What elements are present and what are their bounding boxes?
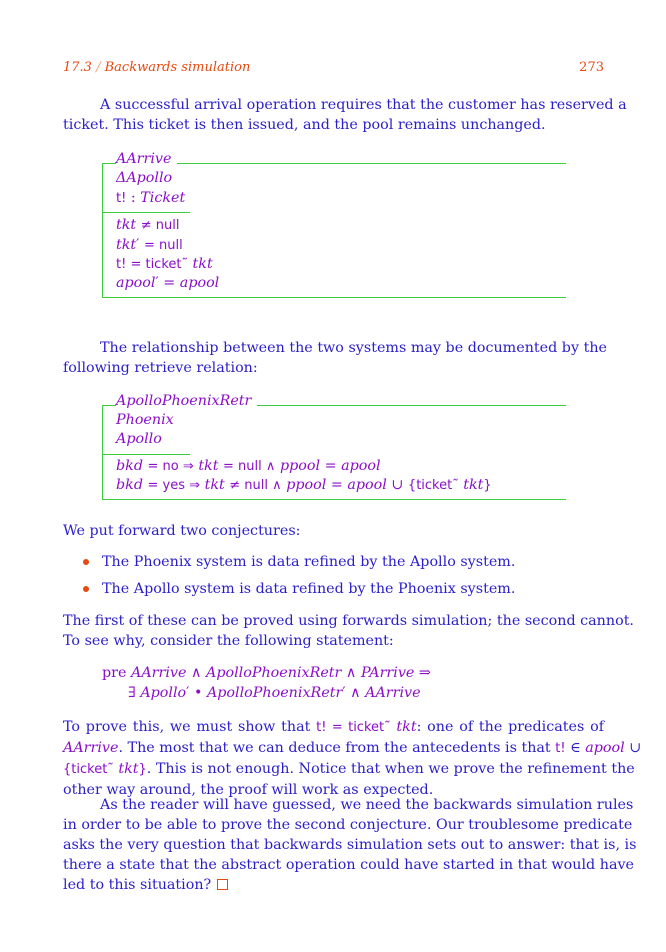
bullet-item: The Phoenix system is data refined by the Apollo system. <box>102 554 516 570</box>
schema-left-rule <box>102 405 103 499</box>
schema-declaration: Apollo <box>116 431 162 447</box>
schema-bottom-rule <box>102 499 566 500</box>
paragraph-line: ticket. This ticket is then issued, and the pool remains unchanged. <box>63 117 546 133</box>
schema-predicate: tkt ≠ null <box>116 217 180 233</box>
schema-name: ApolloPhoenixRetr <box>116 392 257 410</box>
schema-predicate: t! = ticket˜ tkt <box>116 256 213 272</box>
paragraph-line: We put forward two conjectures: <box>63 523 301 539</box>
paragraph-retrieve <box>63 338 607 378</box>
paragraph-proof <box>63 717 642 800</box>
schema-predicate: bkd = no ⇒ tkt = null ∧ ppool = apool <box>116 458 381 474</box>
schema-declaration: Phoenix <box>116 412 174 428</box>
schema-predicate: tkt′ = null <box>116 237 183 253</box>
bullet-item: The Apollo system is data refined by the Phoenix system. <box>102 581 516 597</box>
paragraph-line: The first of these can be proved using forwards simulation; the second cannot. <box>63 613 634 629</box>
schema-aarrive <box>102 150 566 300</box>
paragraph-line: As the reader will have guessed, we need the backwards simulation rules <box>100 797 634 813</box>
paragraph-line: {ticket˜ tkt}. This is not enough. Notice that when we prove the refinement the <box>63 761 635 777</box>
paragraph-line: To prove this, we must show that t! = ticket˜ tkt: one of the predicates of <box>63 719 604 735</box>
paragraph-text: led to this situation? <box>63 877 212 893</box>
paragraph-line <box>63 875 604 895</box>
paragraph-line: in order to be able to prove the second conjecture. Our troublesome predicate <box>63 817 633 833</box>
schema-predicate: bkd = yes ⇒ tkt ≠ null ∧ ppool = apool ∪ {ticket˜ tkt} <box>116 477 492 493</box>
bullet-marker <box>83 559 91 567</box>
schema-predicate: apool′ = apool <box>116 275 220 291</box>
paragraph-line: following retrieve relation: <box>63 360 258 376</box>
schema-divider <box>102 212 190 213</box>
schema-declaration: t! : Ticket <box>116 190 186 206</box>
paragraph-conjectures <box>63 521 604 541</box>
section-title: Backwards simulation <box>104 60 251 75</box>
running-header <box>63 60 250 75</box>
paragraph-backwards <box>63 795 637 895</box>
paragraph-forwards <box>63 611 634 651</box>
statement-line-1: pre AArrive ∧ ApolloPhoenixRetr ∧ PArrive ⇒ <box>102 665 431 681</box>
schema-declaration: ΔApollo <box>116 170 173 186</box>
paragraph-line: To see why, consider the following statement: <box>63 633 394 649</box>
header-separator: / <box>96 60 101 75</box>
paragraph-line: AArrive. The most that we can deduce from the antecedents is that t! ∈ apool ∪ <box>63 740 642 756</box>
section-number: 17.3 <box>63 60 92 75</box>
bullet-marker <box>83 586 91 594</box>
schema-apollophoenixretr <box>102 392 566 502</box>
paragraph-line: other way around, the proof will work as expected. <box>63 782 434 798</box>
paragraph-line: there a state that the abstract operation could have started in that would have <box>63 857 635 873</box>
schema-name: AArrive <box>116 150 177 168</box>
schema-left-rule <box>102 163 103 297</box>
paragraph-line: asks the very question that backwards simulation sets out to answer: that is, is <box>63 837 637 853</box>
paragraph-line: The relationship between the two systems may be documented by the <box>100 340 607 356</box>
page-number: 273 <box>579 60 604 75</box>
paragraph-arrival <box>63 95 627 135</box>
schema-bottom-rule <box>102 297 566 298</box>
schema-divider <box>102 454 190 455</box>
paragraph-line: A successful arrival operation requires that the customer has reserved a <box>100 97 627 113</box>
end-of-proof-icon <box>217 879 228 890</box>
statement-line-2: ∃ Apollo′ • ApolloPhoenixRetr′ ∧ AArrive <box>128 685 421 701</box>
